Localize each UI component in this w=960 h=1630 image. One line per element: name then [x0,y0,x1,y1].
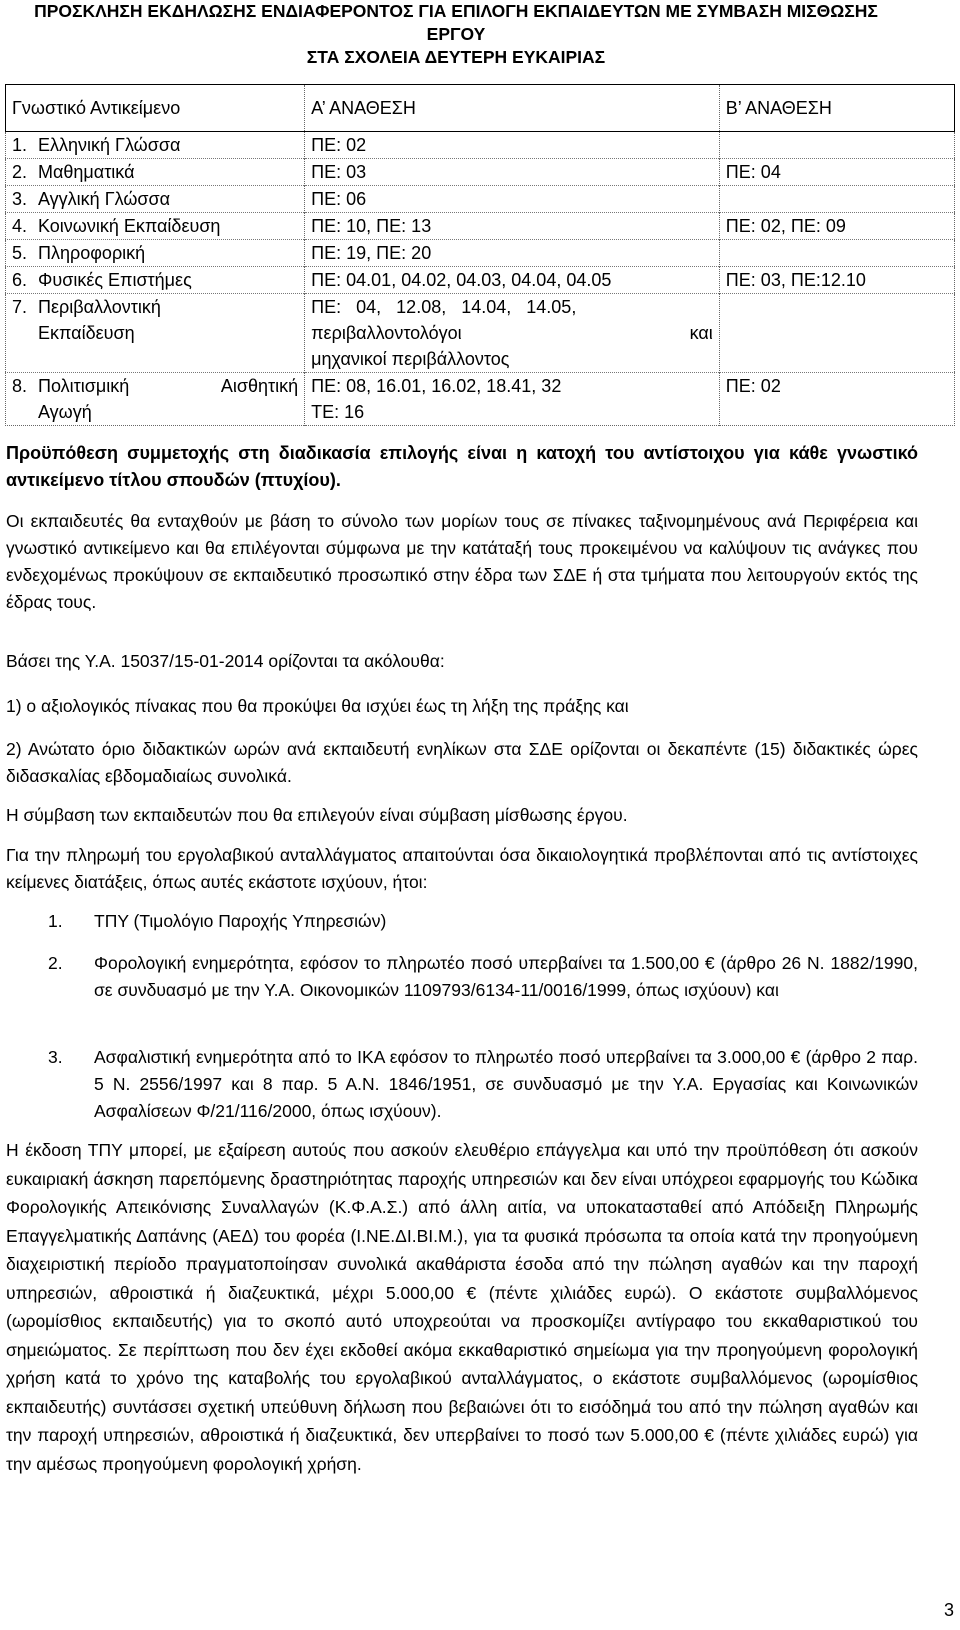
title-line-2: ΣΤΑ ΣΧΟΛΕΙΑ ΔΕΥΤΕΡΗ ΕΥΚΑΙΡΙΑΣ [306,47,606,67]
cell-subject: 2. Μαθηματικά [12,162,135,182]
paragraph-contract: Η σύμβαση των εκπαιδευτών που θα επιλεγούν είναι σύμβαση μίσθωσης έργου. [6,805,628,825]
cell-subject: 6. Φυσικές Επιστήμες [12,270,192,290]
title-line-1: ΠΡΟΣΚΛΗΣΗ ΕΚΔΗΛΩΣΗΣ ΕΝΔΙΑΦΕΡΟΝΤΟΣ ΓΙΑ ΕΠΙΛΟΓΗ ΕΚΠΑΙΔΕΥΤΩΝ ΜΕ ΣΥΜΒΑΣΗ ΜΙΣΘΩΣΗΣ ΕΡΓΟΥ [34,1,878,44]
cell-subject: 4. Κοινωνική Εκπαίδευση [12,216,221,236]
cell-first: ΠΕ: 08, 16.01, 16.02, 18.41, 32 ΤΕ: 16 [305,373,720,426]
header-first-assignment: Α’ ΑΝΑΘΕΣΗ [305,85,720,132]
table-row [6,186,955,213]
cell-second [719,294,954,373]
list-item: 3. Ασφαλιστική ενημερότητα από το ΙΚΑ εφόσον το πληρωτέο ποσό υπερβαίνει τα 3.000,00 € (άρθρο 2 παρ. 5 Ν. 2556/1997 και 8 παρ. 5 Α.Ν. 1846/1951, σε συνδυασμό με την Υ.Α. Εργασίας και Κοινωνικών Ασφαλίσεων Φ/21/116/2000, όπως ισχύουν). [48,1047,918,1121]
cell-subject: 8. Πολιτισμική Αισθητική Αγωγή [12,376,299,422]
cell-subject: 5. Πληροφορική [12,243,146,263]
paragraph-ranking: Οι εκπαιδευτές θα ενταχθούν με βάση το σύνολο των μορίων τους σε πίνακες ταξινομημένους ανά Περιφέρεια και γνωστικό αντικείμενο και θα επιλέγονται σύμφωνα με την κατάταξή τους προκειμένου να καλύψουν τις ανάγκες που ενδεχομένως προκύψουν σε εκπαιδευτικό προσωπικό στην έδρα των ΣΔΕ ή στα τμήματα που λειτουργούν εκτός της έδρας τους. [6,511,918,612]
table-header-row [6,85,955,132]
cell-first: ΠΕ: 02 [305,132,720,159]
participation-requirement: Προϋπόθεση συμμετοχής στη διαδικασία επιλογής είναι η κατοχή του αντίστοιχου για κάθε γνωστικό αντικείμενο τίτλου σπουδών (πτυχίου). [6,443,918,490]
paragraph-decision: Βάσει της Υ.Α. 15037/15-01-2014 ορίζονται τα ακόλουθα: [6,651,445,671]
cell-first: ΠΕ: 04.01, 04.02, 04.03, 04.04, 04.05 [305,267,720,294]
table-row [6,294,955,373]
paragraph-tpy: Η έκδοση ΤΠΥ μπορεί, με εξαίρεση αυτούς που ασκούν ελευθέριο επάγγελμα και υπό την προϋπόθεση ότι ασκούν ευκαιριακή άσκηση παρεπόμενης δραστηριότητας παροχής υπηρεσιών και δεν είναι υπόχρεοι εφαρμογής του Κώδικα Φορολογικής Απεικόνισης Συναλλαγών (Κ.Φ.Α.Σ.) από άλλη αιτία, να υποκατασταθεί από Απόδειξη Πληρωμής Επαγγελματικής Δαπάνης (ΑΕΔ) του φορέα (Ι.ΝΕ.ΔΙ.ΒΙ.Μ.), για τα φυσικά πρόσωπα τα οποία κατά την προηγούμενη διαχειριστική περίοδο πραγματοποίησαν συνολικά ακαθάριστα έσοδα από την πώληση αγαθών και την παροχή υπηρεσιών, αθροιστικά ή διαζευκτικά, μέχρι 5.000,00 € (πέντε χιλιάδες ευρώ). Ο εκάστοτε συμβαλλόμενος (ωρομίσθιος εκπαιδευτής) για το σκοπό αυτό υποχρεούται να προσκομίζει αντίγραφο του εκκαθαριστικού του σημειώματος. Σε περίπτωση που δεν έχει εκδοθεί ακόμα εκκαθαριστικό σημείωμα για την προηγούμενη φορολογική χρήση κατά το χρόνο της καταβολής του εργολαβικού ανταλλάγματος, ο εκάστοτε συμβαλλόμενος (ωρομίσθιος εκπαιδευτής) συντάσσει σχετική υπεύθυνη δήλωση που βεβαιώνει ότι το εισόδημά του από την πώληση αγαθών και την παροχή υπηρεσιών, αθροιστικά ή διαζευκτικά, δεν υπερβαίνει το ποσό των 5.000,00 € (πέντε χιλιάδες ευρώ) για την αμέσως προηγούμενη φορολογική χρήση. [6,1140,918,1474]
cell-subject: 7. Περιβαλλοντική Εκπαίδευση [12,297,161,343]
cell-first: ΠΕ: 19, ΠΕ: 20 [305,240,720,267]
table-row [6,240,955,267]
cell-first: ΠΕ: 10, ΠΕ: 13 [305,213,720,240]
cell-second: ΠΕ: 03, ΠΕ:12.10 [719,267,954,294]
table-row [6,213,955,240]
paragraph-item-1: 1) ο αξιολογικός πίνακας που θα προκύψει θα ισχύει έως τη λήξη της πράξης και [6,696,629,716]
cell-second: ΠΕ: 04 [719,159,954,186]
cell-first: ΠΕ: 03 [305,159,720,186]
header-subject: Γνωστικό Αντικείμενο [12,98,181,118]
cell-subject: 3. Αγγλική Γλώσσα [12,189,171,209]
table-row [6,267,955,294]
cell-first: ΠΕ: 04, 12.08, 14.04, 14.05, περιβαλλοντολόγοι και μηχανικοί περιβάλλοντος [305,294,720,373]
list-item: 1. ΤΠΥ (Τιμολόγιο Παροχής Υπηρεσιών) [48,911,387,931]
paragraph-payment: Για την πληρωμή του εργολαβικού ανταλλάγματος απαιτούνται όσα δικαιολογητικά προβλέπονται από τις αντίστοιχες κείμενες διατάξεις, όπως αυτές εκάστοτε ισχύουν, ήτοι: [6,845,918,892]
table-row [6,159,955,186]
paragraph-item-2: 2) Ανώτατο όριο διδακτικών ωρών ανά εκπαιδευτή ενηλίκων στα ΣΔΕ ορίζονται οι δεκαπέντε (15) διδακτικές ώρες διδασκαλίας εβδομαδιαίως συνολικά. [6,739,918,786]
list-item: 2. Φορολογική ενημερότητα, εφόσον το πληρωτέο ποσό υπερβαίνει τα 1.500,00 € (άρθρο 26 Ν. 1882/1990, σε συνδυασμό με την Υ.Α. Οικονομικών 1109793/6134-11/0016/1999, όπως ισχύουν) και [48,953,918,1000]
cell-second [719,186,954,213]
document-title [6,0,906,69]
cell-second: ΠΕ: 02, ΠΕ: 09 [719,213,954,240]
table-row [6,132,955,159]
cell-second [719,132,954,159]
cell-first: ΠΕ: 06 [305,186,720,213]
cell-subject: 1. Ελληνική Γλώσσα [12,135,181,155]
page-number: 3 [943,1600,954,1620]
subjects-table [5,84,955,426]
table-row [6,373,955,426]
cell-second [719,240,954,267]
header-second-assignment: Β’ ΑΝΑΘΕΣΗ [719,85,954,132]
cell-second: ΠΕ: 02 [719,373,954,426]
